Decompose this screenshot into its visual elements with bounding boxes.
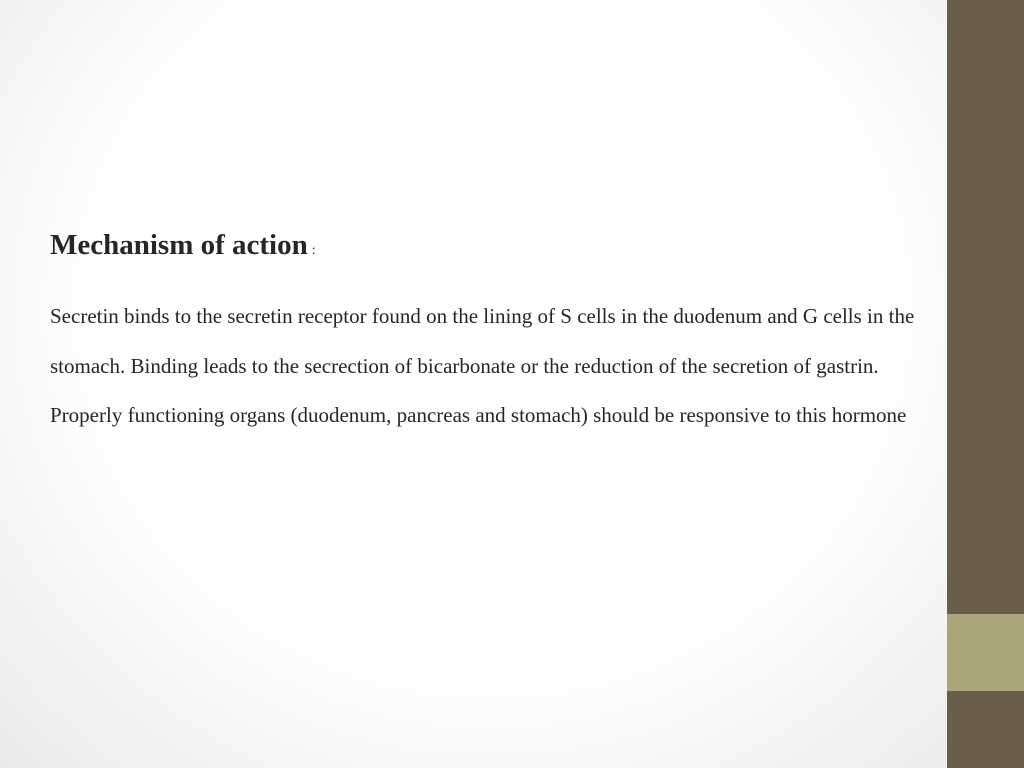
- slide-content: [50, 224, 930, 441]
- slide-title-colon: :: [311, 243, 316, 258]
- slide-title-text: Mechanism of action: [50, 229, 308, 261]
- slide-title: [50, 224, 930, 272]
- slide-body-text: Secretin binds to the secretin receptor found on the lining of S cells in the duodenum and G cells in the stomach. Binding leads to the secrection of bicarbonate or the reduction of the secretion of gastrin. Properly functioning organs (duodenum, pancreas and stomach) should be responsive to this hormone: [50, 304, 915, 427]
- decorative-sidebar-accent: [947, 614, 1024, 691]
